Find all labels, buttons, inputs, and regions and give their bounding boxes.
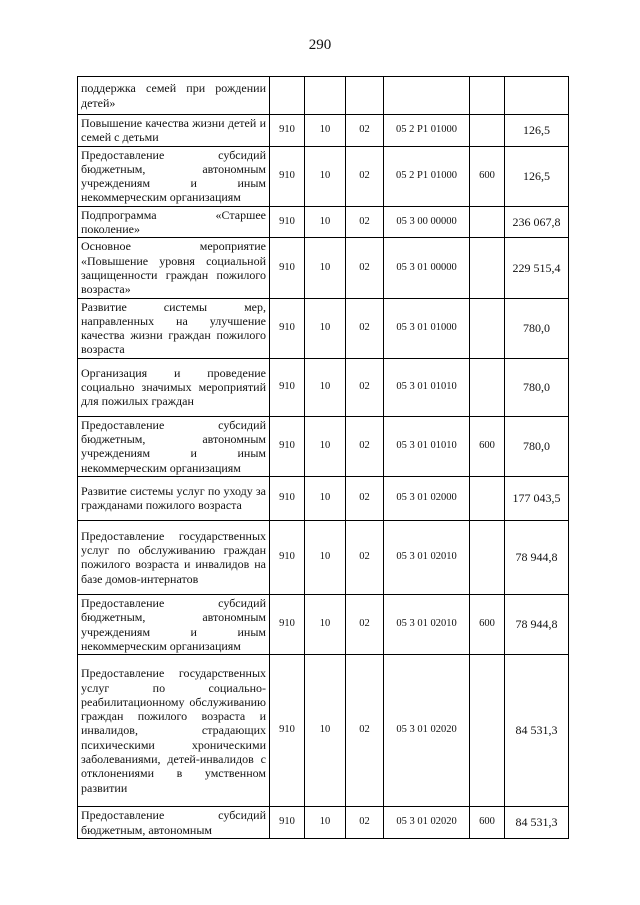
- row-name: Развитие системы услуг по уходу за гражданами пожилого возраста: [78, 476, 270, 520]
- row-vr: [470, 77, 505, 115]
- table-row: [78, 476, 569, 520]
- row-gr: 910: [270, 238, 305, 298]
- row-vr: 600: [470, 146, 505, 206]
- row-gr: 910: [270, 358, 305, 416]
- row-amount: 229 515,4: [505, 238, 569, 298]
- row-rz: 10: [305, 238, 346, 298]
- row-vr: [470, 655, 505, 807]
- row-csr: 05 3 01 02020: [384, 655, 470, 807]
- row-rz: 10: [305, 358, 346, 416]
- row-pr: 02: [346, 206, 384, 238]
- row-csr: 05 3 01 02000: [384, 476, 470, 520]
- row-amount: 236 067,8: [505, 206, 569, 238]
- row-name: Развитие системы мер, направленных на улучшение качества жизни граждан пожилого возраста: [78, 298, 270, 358]
- row-rz: 10: [305, 655, 346, 807]
- row-gr: 910: [270, 206, 305, 238]
- table-body: [78, 77, 569, 839]
- row-vr: [470, 298, 505, 358]
- row-pr: [346, 77, 384, 115]
- row-name: поддержка семей при рождении детей»: [78, 77, 270, 115]
- row-name: Предоставление субсидий бюджетным, автономным учреждениям и иным некоммерческим организациям: [78, 416, 270, 476]
- row-gr: 910: [270, 655, 305, 807]
- row-gr: 910: [270, 520, 305, 594]
- table-row: [78, 416, 569, 476]
- row-gr: 910: [270, 298, 305, 358]
- row-rz: 10: [305, 206, 346, 238]
- row-gr: 910: [270, 807, 305, 839]
- row-amount: 78 944,8: [505, 520, 569, 594]
- table-row: [78, 594, 569, 654]
- row-pr: 02: [346, 520, 384, 594]
- row-vr: 600: [470, 594, 505, 654]
- row-rz: 10: [305, 594, 346, 654]
- table-row: [78, 298, 569, 358]
- row-amount: 780,0: [505, 298, 569, 358]
- row-pr: 02: [346, 476, 384, 520]
- row-name: Основное мероприятие «Повышение уровня социальной защищенности граждан пожилого возраста»: [78, 238, 270, 298]
- row-amount: [505, 77, 569, 115]
- row-rz: 10: [305, 520, 346, 594]
- row-amount: 177 043,5: [505, 476, 569, 520]
- page-number: 290: [308, 37, 332, 53]
- row-vr: [470, 238, 505, 298]
- row-rz: 10: [305, 115, 346, 147]
- row-name: Предоставление государственных услуг по социально-реабилитационному обслуживанию граждан пожилого возраста и инвалидов, страдающих психическими хроническими заболеваниями, детей-инвалидов с отклонениями в умственном развитии: [78, 655, 270, 807]
- row-pr: 02: [346, 298, 384, 358]
- row-vr: [470, 358, 505, 416]
- row-gr: 910: [270, 476, 305, 520]
- table-row: [78, 115, 569, 147]
- row-amount: 126,5: [505, 146, 569, 206]
- row-csr: 05 3 01 02010: [384, 594, 470, 654]
- row-name: Организация и проведение социально значимых мероприятий для пожилых граждан: [78, 358, 270, 416]
- row-csr: [384, 77, 470, 115]
- row-amount: 780,0: [505, 416, 569, 476]
- row-vr: [470, 115, 505, 147]
- row-csr: 05 3 01 02020: [384, 807, 470, 839]
- budget-table: [77, 76, 569, 839]
- row-name: Предоставление субсидий бюджетным, автономным учреждениям и иным некоммерческим организациям: [78, 594, 270, 654]
- row-name: Предоставление субсидий бюджетным, автономным учреждениям и иным некоммерческим организациям: [78, 146, 270, 206]
- row-vr: [470, 520, 505, 594]
- row-csr: 05 2 P1 01000: [384, 115, 470, 147]
- table-row: [78, 206, 569, 238]
- row-rz: 10: [305, 298, 346, 358]
- table-row: [78, 807, 569, 839]
- row-rz: 10: [305, 476, 346, 520]
- row-csr: 05 3 01 02010: [384, 520, 470, 594]
- row-vr: [470, 476, 505, 520]
- row-pr: 02: [346, 358, 384, 416]
- row-name: Повышение качества жизни детей и семей с детьми: [78, 115, 270, 147]
- table-row: [78, 238, 569, 298]
- table-row: [78, 77, 569, 115]
- row-pr: 02: [346, 115, 384, 147]
- row-pr: 02: [346, 807, 384, 839]
- row-gr: 910: [270, 416, 305, 476]
- row-amount: 780,0: [505, 358, 569, 416]
- row-rz: [305, 77, 346, 115]
- row-rz: 10: [305, 146, 346, 206]
- row-name: Предоставление субсидий бюджетным, автономным: [78, 807, 270, 839]
- row-pr: 02: [346, 238, 384, 298]
- row-amount: 78 944,8: [505, 594, 569, 654]
- row-rz: 10: [305, 807, 346, 839]
- row-gr: 910: [270, 594, 305, 654]
- row-gr: [270, 77, 305, 115]
- row-csr: 05 3 01 01010: [384, 358, 470, 416]
- row-gr: 910: [270, 146, 305, 206]
- table-row: [78, 655, 569, 807]
- row-pr: 02: [346, 146, 384, 206]
- row-vr: 600: [470, 807, 505, 839]
- row-vr: 600: [470, 416, 505, 476]
- row-amount: 84 531,3: [505, 655, 569, 807]
- row-pr: 02: [346, 594, 384, 654]
- row-pr: 02: [346, 416, 384, 476]
- row-pr: 02: [346, 655, 384, 807]
- table-row: [78, 146, 569, 206]
- row-csr: 05 3 01 00000: [384, 238, 470, 298]
- row-amount: 84 531,3: [505, 807, 569, 839]
- row-name: Предоставление государственных услуг по обслуживанию граждан пожилого возраста и инвалидов на базе домов-интернатов: [78, 520, 270, 594]
- row-csr: 05 3 01 01000: [384, 298, 470, 358]
- row-csr: 05 3 00 00000: [384, 206, 470, 238]
- table-row: [78, 358, 569, 416]
- row-vr: [470, 206, 505, 238]
- table-row: [78, 520, 569, 594]
- row-name: Подпрограмма «Старшее поколение»: [78, 206, 270, 238]
- row-amount: 126,5: [505, 115, 569, 147]
- row-gr: 910: [270, 115, 305, 147]
- row-csr: 05 3 01 01010: [384, 416, 470, 476]
- row-csr: 05 2 P1 01000: [384, 146, 470, 206]
- row-rz: 10: [305, 416, 346, 476]
